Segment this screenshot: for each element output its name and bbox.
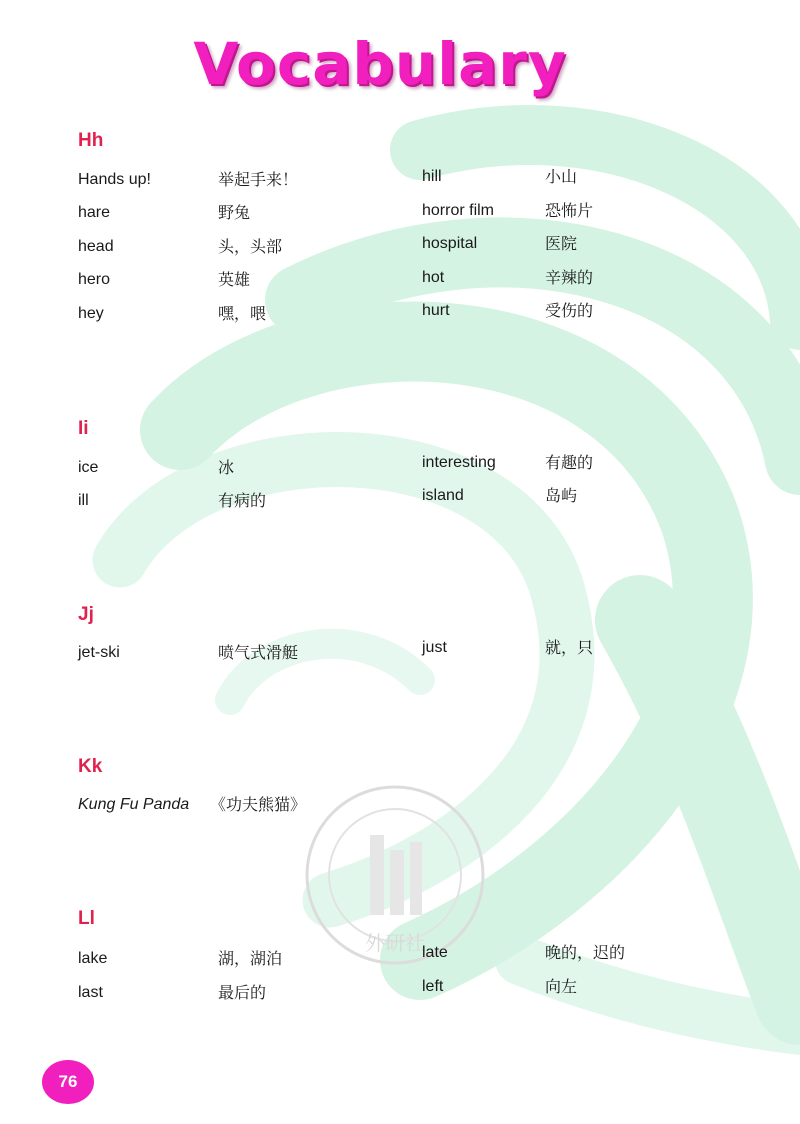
word-en: jet-ski xyxy=(78,644,120,661)
section-letter-h: Hh xyxy=(78,130,104,151)
word-en: late xyxy=(422,944,448,961)
svg-text:外研社: 外研社 xyxy=(365,931,425,955)
word-zh: 《功夫熊猫》 xyxy=(210,795,307,814)
word-en: head xyxy=(78,238,114,255)
word-zh: 野兔 xyxy=(218,203,251,222)
word-zh: 辛辣的 xyxy=(545,268,594,287)
word-zh: 恐怖片 xyxy=(545,201,594,220)
word-en: ice xyxy=(78,459,99,476)
word-zh: 有病的 xyxy=(218,491,267,510)
word-zh: 小山 xyxy=(545,167,578,186)
word-en: horror film xyxy=(422,202,495,219)
word-zh: 英雄 xyxy=(218,270,251,289)
word-en: interesting xyxy=(422,454,496,471)
word-zh: 最后的 xyxy=(218,983,267,1002)
section-letter-l: Ll xyxy=(78,908,95,929)
section-letter-k: Kk xyxy=(78,756,103,777)
page-number-badge: 76 xyxy=(42,1060,94,1104)
word-zh: 有趣的 xyxy=(545,453,594,472)
word-zh: 向左 xyxy=(545,977,578,996)
word-zh: 岛屿 xyxy=(545,486,578,505)
section-letter-j: Jj xyxy=(78,604,94,625)
word-en: Kung Fu Panda xyxy=(78,796,190,813)
word-zh: 冰 xyxy=(218,458,235,477)
page-title: Vocabulary xyxy=(193,30,567,98)
word-en: left xyxy=(422,978,444,995)
word-en: island xyxy=(422,487,464,504)
word-zh: 举起手来！ xyxy=(218,170,299,189)
word-en: just xyxy=(422,639,447,656)
word-en: hey xyxy=(78,305,104,322)
word-en: hill xyxy=(422,168,442,185)
word-zh: 嘿，喂 xyxy=(218,304,267,323)
publisher-seal-watermark xyxy=(300,780,490,970)
word-zh: 头，头部 xyxy=(218,237,283,256)
word-zh: 湖，湖泊 xyxy=(218,949,283,968)
word-en: last xyxy=(78,984,103,1001)
word-en: Hands up! xyxy=(78,171,151,188)
word-zh: 就，只 xyxy=(545,638,594,657)
word-zh: 医院 xyxy=(545,234,578,253)
word-en: hare xyxy=(78,204,111,221)
word-en: lake xyxy=(78,950,108,967)
section-letter-i: Ii xyxy=(78,418,89,439)
word-en: hero xyxy=(78,271,111,288)
word-en: hurt xyxy=(422,302,450,319)
word-zh: 晚的，迟的 xyxy=(545,943,626,962)
word-en: hot xyxy=(422,269,445,286)
word-zh: 喷气式滑艇 xyxy=(218,643,299,662)
word-en: ill xyxy=(78,492,89,509)
word-en: hospital xyxy=(422,235,478,252)
word-zh: 受伤的 xyxy=(545,301,594,320)
